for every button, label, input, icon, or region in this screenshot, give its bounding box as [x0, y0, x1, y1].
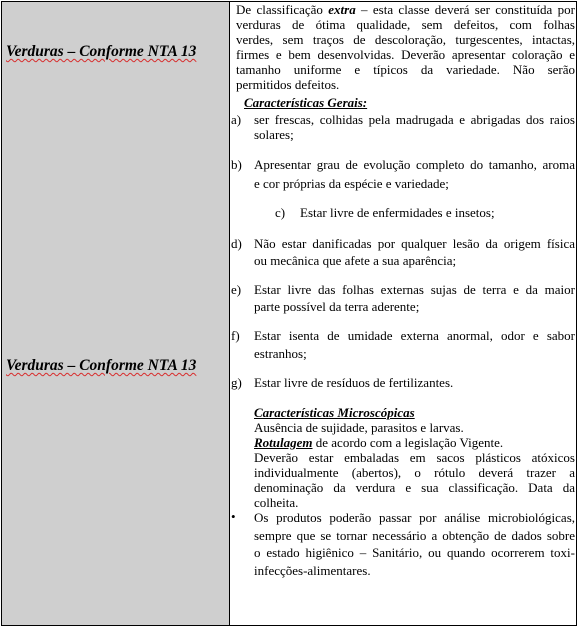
item-text: solares; — [254, 127, 294, 142]
bullet-line: infecções-alimentares. — [254, 563, 371, 578]
intro-text: De classificação — [236, 2, 329, 17]
item-text: estranhos; — [254, 346, 307, 361]
item-label: g) — [231, 375, 242, 390]
intro-line: tamanho uniforme e típicos da variedade. Não serão — [236, 62, 575, 77]
item-text: Estar isenta de umidade externa anormal, odor e sabor — [254, 328, 575, 343]
label-column — [2, 2, 230, 625]
micro-title: Características Microscópicas — [254, 405, 415, 420]
row-label: Verduras – Conforme NTA 13 — [6, 43, 197, 60]
intro-line: verdes, sem traços de descoloração, turgescentes, intactas, — [236, 32, 575, 47]
spec-table — [1, 1, 577, 626]
intro-line: verduras de ótima qualidade, sem defeitos, com folhas — [236, 17, 575, 32]
bullet-icon: • — [231, 509, 236, 524]
item-label: a) — [231, 112, 242, 127]
row-label: Verduras – Conforme NTA 13 — [6, 357, 197, 374]
bullet-line: sempre que se tornar necessário a obtenção de dados sobre — [254, 528, 575, 543]
item-text: Estar livre de enfermidades e insetos; — [300, 205, 495, 220]
micro-line: individualmente (abertos), o rótulo deverá trazer a — [254, 465, 575, 480]
intro-text: – esta classe deverá ser constituída por — [355, 2, 575, 17]
item-label: c) — [275, 205, 286, 220]
rotulagem-text: de acordo com a legislação Vigente. — [312, 435, 504, 450]
rotulagem-term: Rotulagem — [254, 435, 313, 450]
description-column — [230, 2, 577, 625]
micro-line: Ausência de sujidade, parasitos e larvas. — [254, 420, 464, 435]
intro-line: firmes e bem desenvolvidas. Deverão apresentar coloração e — [236, 47, 575, 62]
micro-line: denominação da verdura e sua classificação. Data da — [254, 480, 575, 495]
intro-line: permitidos defeitos. — [236, 77, 340, 92]
item-label: d) — [231, 236, 242, 251]
item-label: f) — [231, 328, 240, 343]
item-text: Apresentar grau de evolução completo do tamanho, aroma — [254, 157, 575, 172]
item-text: e cor próprias da espécie e variedade; — [254, 176, 449, 191]
item-text: parte possível da terra aderente; — [254, 299, 420, 314]
item-label: b) — [231, 157, 242, 172]
bullet-line: Os produtos poderão passar por análise microbiológicas, — [254, 510, 575, 525]
micro-line: Deverão estar embaladas em sacos plásticos atóxicos — [254, 450, 575, 465]
gerais-title: Características Gerais: — [244, 95, 368, 110]
item-text: Estar livre de resíduos de fertilizantes. — [254, 375, 454, 390]
item-label: e) — [231, 282, 242, 297]
intro-line — [236, 2, 575, 17]
rotulagem-line — [254, 435, 503, 450]
item-text: Não estar danificadas por qualquer lesão da origem física — [254, 236, 575, 251]
item-text: ser frescas, colhidas pela madrugada e abrigadas dos raios — [254, 112, 575, 127]
micro-line: colheita. — [254, 495, 299, 510]
item-text: Estar livre das folhas externas sujas de terra e da maior — [254, 282, 575, 297]
item-text: ou mecânica que afete a sua aparência; — [254, 253, 457, 268]
extra-term: extra — [328, 2, 356, 17]
bullet-line: o estado higiênico – Sanitário, ou quando ocorrerem toxi- — [254, 545, 575, 560]
